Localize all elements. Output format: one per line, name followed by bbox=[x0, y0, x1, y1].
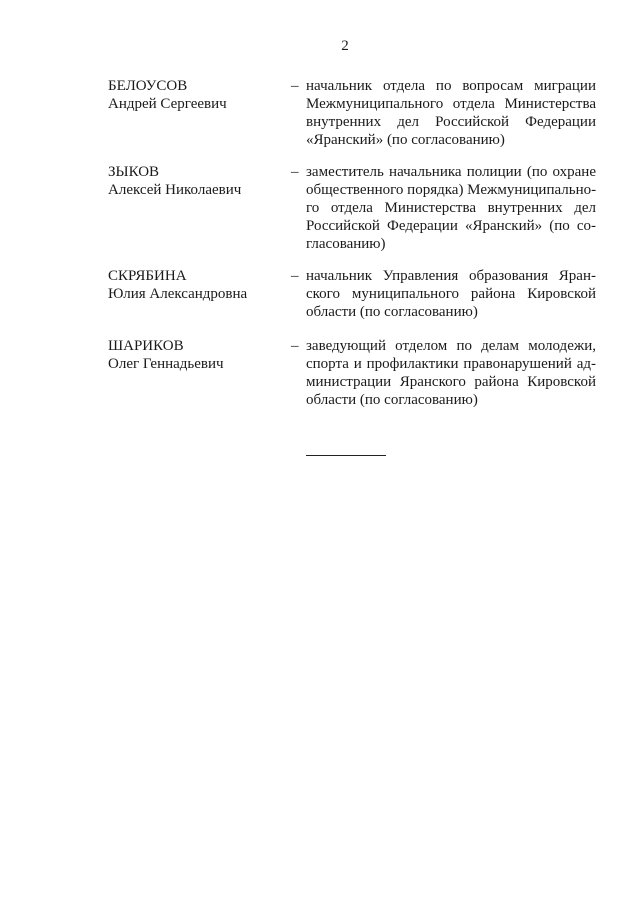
position-line: начальник отдела по вопросам миграции bbox=[306, 78, 596, 94]
member-position bbox=[306, 163, 596, 253]
dash-separator: – bbox=[291, 268, 299, 284]
dash-separator: – bbox=[291, 78, 299, 94]
position-line: Российской Федерации «Яранский» (по со- bbox=[306, 218, 596, 234]
member-name bbox=[108, 337, 278, 373]
dash-separator: – bbox=[291, 164, 299, 180]
member-position bbox=[306, 267, 596, 321]
position-line: заместитель начальника полиции (по охране bbox=[306, 164, 596, 180]
member-given-names: Юлия Александровна bbox=[108, 286, 248, 302]
member-given-names: Олег Геннадьевич bbox=[108, 356, 224, 372]
position-line: министрации Яранского района Кировской bbox=[306, 374, 596, 390]
position-line: го отдела Министерства внутренних дел bbox=[306, 200, 596, 216]
member-surname: ШАРИКОВ bbox=[108, 338, 184, 354]
position-line: области (по согласованию) bbox=[306, 304, 478, 320]
dash-separator: – bbox=[291, 338, 299, 354]
member-surname: БЕЛОУСОВ bbox=[108, 78, 188, 94]
position-line: гласованию) bbox=[306, 236, 386, 252]
member-given-names: Алексей Николаевич bbox=[108, 182, 242, 198]
position-line: «Яранский» (по согласованию) bbox=[306, 132, 505, 148]
position-line: Межмуниципального отдела Министерства bbox=[306, 96, 596, 112]
position-line: внутренних дел Российской Федерации bbox=[306, 114, 596, 130]
member-surname: ЗЫКОВ bbox=[108, 164, 160, 180]
position-line: общественного порядка) Межмуниципально- bbox=[306, 182, 597, 198]
member-name bbox=[108, 163, 278, 199]
position-line: спорта и профилактики правонарушений ад- bbox=[306, 356, 596, 372]
member-given-names: Андрей Сергеевич bbox=[108, 96, 227, 112]
page-number: 2 bbox=[341, 38, 349, 54]
member-name bbox=[108, 267, 278, 303]
member-surname: СКРЯБИНА bbox=[108, 268, 187, 284]
member-position bbox=[306, 337, 596, 409]
position-line: заведующий отделом по делам молодежи, bbox=[306, 338, 596, 354]
end-of-list-rule bbox=[306, 455, 386, 456]
position-line: области (по согласованию) bbox=[306, 392, 478, 408]
member-position bbox=[306, 77, 596, 149]
position-line: начальник Управления образования Яран- bbox=[306, 268, 596, 284]
position-line: ского муниципального района Кировской bbox=[306, 286, 596, 302]
member-name bbox=[108, 77, 278, 113]
